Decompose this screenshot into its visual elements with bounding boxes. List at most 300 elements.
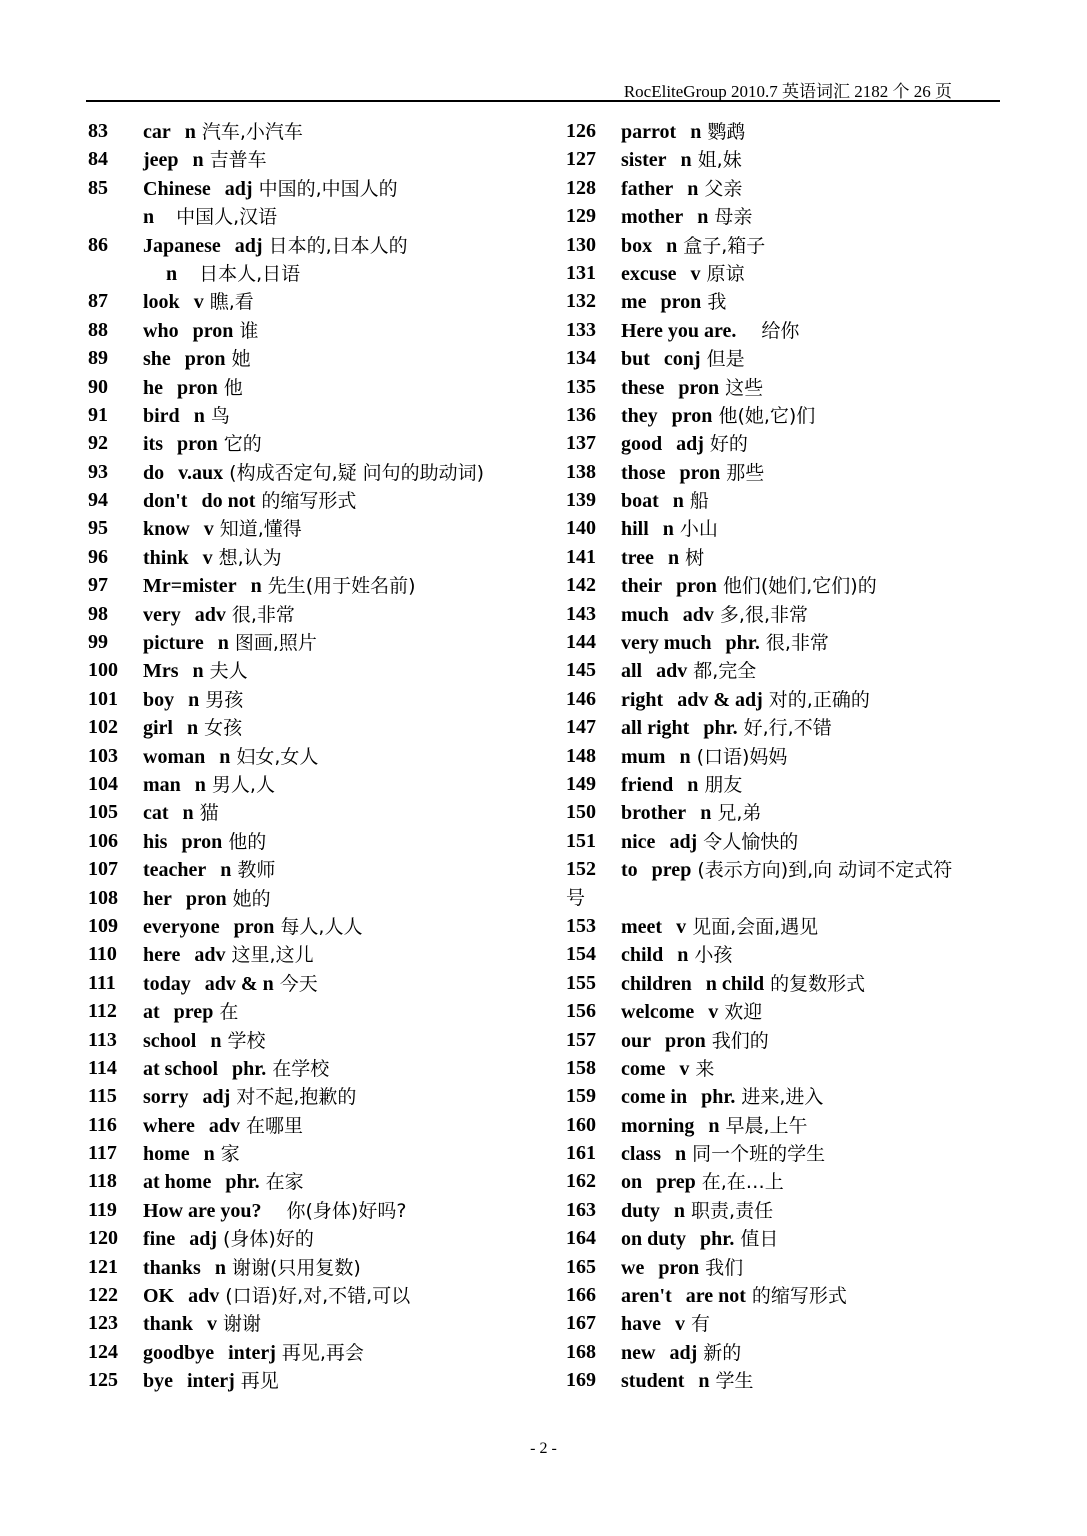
vocab-entry	[88, 1366, 548, 1394]
vocab-entry	[88, 1281, 548, 1309]
entry-meaning: 值日	[740, 1228, 779, 1251]
entry-body	[143, 458, 548, 487]
entry-meaning: 学生	[715, 1370, 754, 1393]
entry-number: 100	[88, 659, 118, 682]
entry-meaning: 图画,照片	[234, 632, 317, 655]
entry-number: 108	[88, 886, 118, 909]
entry-meaning: 见面,会面,遇见	[692, 915, 819, 938]
vocab-entry	[566, 855, 1006, 883]
entry-body	[621, 656, 1006, 685]
entry-word: at school	[143, 1057, 218, 1080]
entry-pos: adv	[194, 944, 226, 967]
vocab-entry	[566, 1338, 1006, 1366]
entry-word: who	[143, 319, 179, 342]
entry-body	[143, 1309, 548, 1338]
entry-body	[621, 373, 1006, 402]
entry-word: on	[621, 1171, 643, 1194]
entry-word: they	[621, 404, 658, 427]
entry-meaning: (口语)好,对,不错,可以	[225, 1285, 411, 1308]
entry-meaning: 盒子,箱子	[683, 234, 766, 257]
entry-meaning: 姐,妹	[697, 149, 742, 172]
entry-body	[621, 600, 1006, 629]
vocab-entry	[88, 855, 548, 883]
entry-meaning: 的复数形式	[770, 972, 866, 995]
entry-number: 131	[566, 261, 596, 284]
entry-meaning: 瞧,看	[209, 291, 254, 314]
entry-pos: pron	[676, 575, 717, 598]
entry-body	[143, 373, 548, 402]
vocab-entry	[566, 316, 1006, 344]
entry-body	[143, 486, 548, 515]
entry-meaning: (构成否定句,疑 问句的助动词)	[229, 461, 485, 484]
entry-pos: adj	[676, 433, 704, 456]
entry-body	[143, 884, 548, 913]
entry-number: 95	[88, 517, 108, 540]
entry-meaning: 中国的,中国人的	[258, 177, 398, 200]
entry-pos: n	[677, 944, 689, 967]
entry-word: his	[143, 830, 168, 853]
entry-number: 122	[88, 1284, 118, 1307]
entry-body	[143, 855, 548, 884]
entry-body	[143, 1366, 548, 1395]
vocab-entry	[566, 571, 1006, 599]
entry-pos: n	[182, 802, 194, 825]
entry-pos: adj	[669, 830, 698, 853]
entry-pos: n	[697, 206, 709, 229]
entry-number: 139	[566, 489, 596, 512]
entry-meaning-wrap: 号	[566, 886, 586, 909]
vocab-entry	[88, 1224, 548, 1252]
entry-meaning: 他的	[228, 830, 267, 853]
entry-body	[621, 145, 1006, 174]
entry-number: 114	[88, 1056, 117, 1079]
entry-meaning: 汽车,小汽车	[201, 121, 303, 143]
vocab-entry	[88, 628, 548, 656]
entry-word: man	[143, 773, 181, 796]
entry-pos: v	[690, 262, 701, 285]
entry-meaning: 他们(她们,它们)的	[722, 575, 877, 598]
entry-word: their	[621, 575, 663, 598]
entry-pos: n	[217, 632, 229, 655]
entry-number: 121	[88, 1255, 118, 1278]
entry-meaning: 他	[223, 376, 243, 399]
entry-number: 151	[566, 829, 596, 852]
entry-number: 125	[88, 1369, 118, 1392]
entry-word: right	[621, 688, 664, 711]
entry-number: 87	[88, 290, 108, 313]
entry-pos: v	[708, 1001, 719, 1024]
entry-meaning: 好,行,不错	[743, 717, 832, 740]
entry-pos: adj	[189, 1228, 218, 1251]
entry-meaning: 我们的	[711, 1029, 769, 1052]
entry-word: How are you?	[143, 1199, 262, 1222]
entry-word: all right	[621, 717, 690, 740]
entry-meaning: 好的	[709, 433, 748, 456]
entry-meaning: 小孩	[694, 944, 733, 967]
vocab-entry	[88, 997, 548, 1025]
entry-word: mother	[621, 206, 684, 229]
entry-meaning: 她	[231, 348, 251, 371]
entry-word: at	[143, 1001, 160, 1024]
entry-meaning: 这里,这儿	[231, 944, 314, 967]
entry-number: 105	[88, 801, 118, 824]
entry-body	[621, 543, 1006, 572]
entry-body	[143, 1224, 548, 1253]
entry-number: 146	[566, 687, 596, 710]
entry-number: 113	[88, 1028, 117, 1051]
entry-pos: pron	[177, 376, 218, 399]
entry-number: 129	[566, 205, 596, 228]
entry-body	[143, 571, 548, 600]
entry-meaning: 今天	[279, 972, 318, 995]
entry-word: fine	[143, 1228, 176, 1251]
entry-number: 156	[566, 1000, 596, 1023]
entry-body	[621, 287, 1006, 316]
vocab-entry	[88, 1167, 548, 1195]
entry-meaning: 你(身体)好吗?	[286, 1199, 407, 1222]
entry-meaning: 对不起,抱歉的	[236, 1086, 357, 1109]
entry-body	[143, 1338, 548, 1367]
entry-pos: interj	[187, 1370, 235, 1393]
entry-word: picture	[143, 632, 204, 655]
entry-body	[621, 827, 1006, 856]
entry-meaning: 鹦鹉	[707, 121, 746, 143]
entry-meaning: 欢迎	[724, 1001, 763, 1024]
vocab-entry	[88, 401, 548, 429]
entry-meaning: 新的	[703, 1341, 742, 1364]
entry-number: 84	[88, 148, 108, 171]
entry-body	[621, 401, 1006, 430]
entry-number: 98	[88, 602, 108, 625]
entry-pos: n	[708, 1114, 720, 1137]
entry-body	[143, 514, 548, 543]
entry-meaning: 日本人,日语	[199, 262, 301, 285]
entry-word: its	[143, 433, 163, 456]
entry-meaning: 在,在…上	[701, 1171, 784, 1194]
entry-meaning: 男人,人	[211, 773, 275, 796]
entry-word: sorry	[143, 1086, 189, 1109]
entry-pos: n	[675, 1143, 687, 1166]
entry-pos: pron	[679, 461, 721, 484]
entry-pos: n	[166, 262, 178, 285]
entry-number: 128	[566, 176, 596, 199]
vocab-entry	[566, 1082, 1006, 1110]
entry-meaning: 谢谢(只用复数)	[231, 1256, 361, 1279]
entry-body	[621, 1224, 1006, 1253]
entry-word: he	[143, 376, 163, 399]
entry-number: 148	[566, 744, 596, 767]
entry-meaning: 职责,责任	[691, 1199, 774, 1222]
entry-word: parrot	[621, 121, 677, 143]
entry-number: 163	[566, 1198, 596, 1221]
entry-number: 116	[88, 1113, 117, 1136]
page-number: - 2 -	[530, 1440, 557, 1457]
entry-meaning: 同一个班的学生	[692, 1143, 826, 1166]
entry-word: Mrs	[143, 660, 179, 683]
vocab-entry	[88, 287, 548, 315]
entry-number: 112	[88, 1000, 117, 1023]
entry-number: 137	[566, 432, 596, 455]
entry-body	[143, 316, 548, 345]
entry-word: everyone	[143, 915, 220, 938]
entry-number: 109	[88, 914, 118, 937]
entry-body	[143, 600, 548, 629]
entry-body	[621, 259, 1006, 288]
entry-pos: adv	[208, 1114, 240, 1137]
entry-number: 141	[566, 545, 596, 568]
entry-pos: pron	[671, 404, 713, 427]
vocab-entry	[88, 940, 548, 968]
entry-body	[621, 344, 1006, 373]
entry-number: 161	[566, 1142, 596, 1165]
entry-number: 165	[566, 1255, 596, 1278]
entry-number: 127	[566, 148, 596, 171]
entry-body	[621, 231, 1006, 260]
entry-meaning: 吉普车	[209, 149, 267, 172]
entry-pos: v.aux	[178, 461, 224, 484]
entry-word: those	[621, 461, 666, 484]
entry-pos: prep	[656, 1171, 696, 1194]
vocab-entry	[88, 600, 548, 628]
entry-body	[143, 543, 548, 572]
entry-number: 96	[88, 545, 108, 568]
entry-word: class	[621, 1143, 661, 1166]
entry-number: 104	[88, 772, 118, 795]
entry-meaning: 妇女,女人	[236, 745, 319, 768]
entry-pos: v	[675, 1313, 685, 1336]
entry-pos: n	[666, 234, 678, 257]
entry-body	[143, 940, 548, 969]
entry-meaning: 女孩	[204, 717, 243, 740]
vocab-entry	[566, 798, 1006, 826]
entry-pos: phr.	[703, 717, 738, 740]
vocab-entry	[88, 1253, 548, 1281]
vocab-entry	[88, 174, 548, 202]
entry-meaning: 她的	[232, 887, 271, 910]
entry-word: thank	[143, 1313, 194, 1336]
entry-word: Here you are.	[621, 319, 737, 342]
entry-word: cat	[143, 802, 169, 825]
entry-pos: prep	[173, 1001, 214, 1024]
entry-word: our	[621, 1029, 651, 1052]
entry-body	[143, 202, 548, 231]
entry-word: very	[143, 603, 181, 626]
entry-body	[143, 969, 548, 998]
entry-pos: n	[680, 149, 692, 172]
entry-body	[143, 1281, 548, 1310]
entry-word: today	[143, 972, 191, 995]
entry-pos: pron	[658, 1256, 700, 1279]
entry-pos: adv & n	[204, 972, 274, 995]
entry-body	[143, 145, 548, 174]
entry-number: 123	[88, 1312, 118, 1335]
entry-meaning: 原谅	[706, 262, 745, 285]
entry-body	[621, 1082, 1006, 1111]
entry-word: think	[143, 546, 189, 569]
entry-number: 103	[88, 744, 118, 767]
entry-pos: are not	[685, 1285, 746, 1308]
entry-pos: pron	[181, 830, 223, 853]
entry-body	[143, 742, 548, 771]
entry-meaning: 家	[220, 1143, 240, 1166]
vocab-entry	[566, 770, 1006, 798]
entry-pos: v	[203, 518, 214, 541]
entry-body	[621, 429, 1006, 458]
entry-pos: n	[700, 802, 712, 825]
entry-body	[143, 798, 548, 827]
entry-pos: adj	[669, 1341, 698, 1364]
vocab-entry	[566, 458, 1006, 486]
vocab-entry	[566, 287, 1006, 315]
entry-word: meet	[621, 915, 663, 938]
entry-word: goodbye	[143, 1341, 215, 1364]
entry-word: OK	[143, 1285, 175, 1308]
entry-word: come in	[621, 1086, 688, 1109]
entry-word: much	[621, 603, 669, 626]
vocab-entry	[88, 543, 548, 571]
entry-body	[621, 1111, 1006, 1140]
entry-number: 153	[566, 914, 596, 937]
entry-word: children	[621, 972, 692, 995]
vocab-entry	[88, 1111, 548, 1139]
entry-pos: phr.	[700, 1228, 735, 1251]
entry-body	[621, 174, 1006, 203]
vocab-entry	[88, 1338, 548, 1366]
entry-pos: n	[672, 490, 684, 513]
entry-meaning: 夫人	[209, 660, 248, 683]
entry-pos: adv & adj	[677, 688, 763, 711]
entry-number: 135	[566, 375, 596, 398]
entry-word: have	[621, 1313, 661, 1336]
entry-number: 138	[566, 460, 596, 483]
entry-meaning: 早晨,上午	[725, 1114, 808, 1137]
vocab-entry	[566, 600, 1006, 628]
vocab-entry	[566, 401, 1006, 429]
entry-number: 158	[566, 1056, 596, 1079]
entry-body	[143, 1139, 548, 1168]
entry-meaning: 在学校	[272, 1057, 330, 1080]
entry-pos: n	[662, 518, 674, 541]
entry-number: 166	[566, 1284, 596, 1307]
entry-meaning: 知道,懂得	[219, 518, 302, 541]
entry-number: 147	[566, 716, 596, 739]
vocab-entry-wrap	[566, 884, 1006, 912]
vocab-entry	[88, 798, 548, 826]
entry-word: Japanese	[143, 234, 221, 257]
vocab-entry	[566, 145, 1006, 173]
entry-word: she	[143, 348, 171, 371]
entry-meaning: 想,认为	[218, 546, 282, 569]
entry-word: mum	[621, 745, 666, 768]
entry-meaning: 男孩	[205, 688, 244, 711]
entry-body	[621, 798, 1006, 827]
entry-word: car	[143, 121, 171, 143]
vocab-entry	[88, 656, 548, 684]
entry-word: child	[621, 944, 664, 967]
vocab-entry	[566, 231, 1006, 259]
entry-pos: v	[676, 915, 687, 938]
entry-meaning: 但是	[706, 348, 745, 371]
entry-meaning: 树	[685, 546, 705, 569]
entry-meaning: 兄,弟	[717, 802, 762, 825]
vocab-entry	[88, 827, 548, 855]
entry-word: these	[621, 376, 665, 399]
vocab-entry	[88, 742, 548, 770]
entry-number: 142	[566, 574, 596, 597]
entry-word: come	[621, 1057, 666, 1080]
entry-pos: n	[192, 149, 204, 172]
entry-word: school	[143, 1029, 197, 1052]
entry-body	[143, 401, 548, 430]
entry-pos: conj	[663, 348, 701, 371]
vocab-entry	[88, 145, 548, 173]
vocab-entry	[566, 656, 1006, 684]
entry-meaning: 这些	[725, 376, 764, 399]
entry-word: aren't	[621, 1285, 672, 1308]
entry-word: know	[143, 518, 190, 541]
entry-word: student	[621, 1370, 685, 1393]
entry-pos: n	[698, 1370, 710, 1393]
entry-word: nice	[621, 830, 656, 853]
entry-word: girl	[143, 717, 173, 740]
entry-word: don't	[143, 490, 188, 513]
entry-word: where	[143, 1114, 195, 1137]
entry-meaning: 我们	[705, 1256, 744, 1279]
entry-body	[621, 628, 1006, 657]
vocab-column-right	[566, 117, 1006, 1395]
entry-meaning: 我	[707, 291, 727, 314]
entry-number: 117	[88, 1142, 117, 1165]
entry-number: 162	[566, 1170, 596, 1193]
page-header	[86, 60, 1000, 102]
entry-pos: adj	[234, 234, 263, 257]
entry-meaning: 中国人,汉语	[176, 206, 278, 229]
entry-meaning: 的缩写形式	[751, 1285, 847, 1308]
entry-meaning: 母亲	[714, 206, 753, 229]
vocab-entry	[566, 1111, 1006, 1139]
entry-number: 106	[88, 829, 118, 852]
entry-word: we	[621, 1256, 645, 1279]
entry-word: boat	[621, 490, 659, 513]
entry-body	[143, 1196, 548, 1225]
entry-meaning: 父亲	[704, 177, 743, 200]
entry-body	[621, 713, 1006, 742]
entry-body	[621, 1026, 1006, 1055]
vocab-entry	[88, 486, 548, 514]
entry-body	[621, 742, 1006, 771]
entry-meaning: 多,很,非常	[719, 603, 809, 626]
entry-body	[143, 1082, 548, 1111]
entry-word: excuse	[621, 262, 677, 285]
entry-pos: n	[687, 773, 699, 796]
entry-body	[143, 770, 548, 799]
entry-number: 97	[88, 574, 108, 597]
vocab-entry	[566, 685, 1006, 713]
entry-number: 167	[566, 1312, 596, 1335]
entry-word: but	[621, 348, 650, 371]
entry-number: 168	[566, 1340, 596, 1363]
entry-pos: pron	[678, 376, 720, 399]
entry-meaning: 朋友	[704, 773, 743, 796]
vocab-entry	[566, 344, 1006, 372]
entry-number: 119	[88, 1198, 117, 1221]
entry-number: 143	[566, 602, 596, 625]
entry-pos: pron	[233, 915, 275, 938]
entry-meaning: (表示方向)到,向 动词不定式符	[697, 859, 953, 882]
entry-number: 159	[566, 1085, 596, 1108]
entry-word: at home	[143, 1171, 212, 1194]
vocab-entry	[566, 117, 1006, 145]
